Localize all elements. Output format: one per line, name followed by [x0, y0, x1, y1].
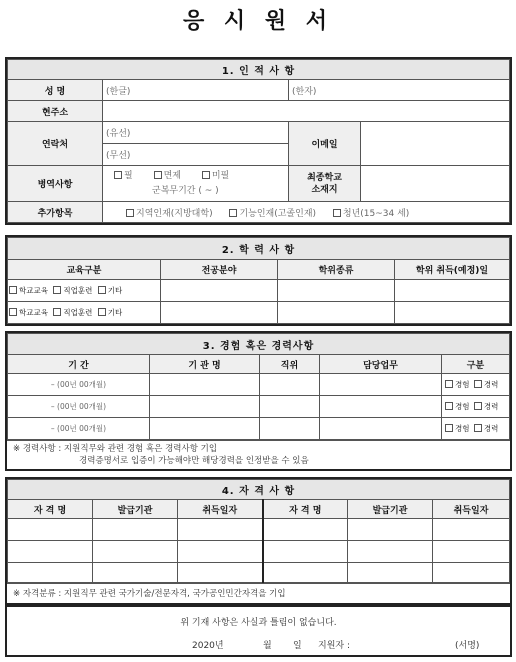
cert-cell[interactable] [348, 541, 433, 563]
military-option-served[interactable]: 필 [114, 171, 133, 181]
experience-kind-options [442, 396, 510, 418]
cert-cell[interactable] [93, 563, 178, 583]
experience-kind-options [442, 374, 510, 396]
name-hanja-field[interactable]: (한자) [289, 80, 510, 101]
experience-kind-options [442, 418, 510, 440]
page-title: 응 시 원 서 [183, 9, 333, 34]
cert-cell[interactable] [178, 563, 263, 583]
experience-org-field[interactable] [150, 374, 260, 396]
experience-period-field[interactable]: – (00년 00개월) [8, 396, 150, 418]
experience-duty-field[interactable] [320, 374, 442, 396]
cert-col-name: 자 격 명 [8, 500, 93, 519]
checkbox-icon [445, 380, 453, 388]
email-label: 이메일 [289, 122, 361, 166]
cert-cell[interactable] [348, 519, 433, 541]
cert-cell[interactable] [93, 541, 178, 563]
sign-day: 일 [293, 641, 302, 651]
checkbox-icon [474, 424, 482, 432]
cert-cell[interactable] [263, 519, 348, 541]
experience-col-position: 직위 [260, 355, 320, 374]
signature-field[interactable]: (서명) [455, 641, 480, 651]
cert-cell[interactable] [433, 519, 510, 541]
kind-option-career[interactable]: 경력 [474, 402, 499, 411]
cert-cell[interactable] [8, 519, 93, 541]
experience-duty-field[interactable] [320, 418, 442, 440]
checkbox-icon [9, 286, 17, 294]
cert-cell[interactable] [348, 563, 433, 583]
checkbox-icon [53, 308, 61, 316]
military-option-exempt[interactable]: 면제 [154, 171, 181, 181]
education-row [8, 280, 510, 302]
checkbox-icon [98, 286, 106, 294]
address-label: 현주소 [8, 101, 103, 122]
phone-mobile-field[interactable]: (무선) [103, 144, 289, 166]
school-location-label: 최종학교 소재지 [289, 166, 361, 202]
signature-section [5, 605, 512, 657]
experience-section [5, 331, 512, 471]
education-section [5, 235, 512, 326]
table-row [8, 563, 510, 583]
kind-option-experience[interactable]: 경험 [445, 424, 470, 433]
certification-section [5, 477, 512, 605]
name-korean-field[interactable]: (한글) [103, 80, 289, 101]
experience-note: ※ 경력사항 : 지원직무와 관련 경험 혹은 경력사항 기입 경력증명서로 입증이 가능해야만 해당경력을 인정받을 수 있음 [7, 440, 510, 469]
education-date-field[interactable] [395, 280, 510, 302]
extra-option-skilled[interactable]: 기능인재(고졸인재) [229, 209, 316, 219]
table-row [8, 541, 510, 563]
education-type-options [8, 280, 161, 302]
education-type-options [8, 302, 161, 324]
experience-col-duty: 담당업무 [320, 355, 442, 374]
cert-col-name-2: 자 격 명 [263, 500, 348, 519]
table-row [8, 519, 510, 541]
cert-cell[interactable] [433, 541, 510, 563]
edu-option-school[interactable]: 학교교육 [9, 286, 48, 295]
extra-option-regional[interactable]: 지역인재(지방대학) [126, 209, 213, 219]
education-header: 2. 학 력 사 항 [8, 238, 510, 260]
military-option-not-served[interactable]: 미필 [202, 171, 229, 181]
kind-option-career[interactable]: 경력 [474, 424, 499, 433]
cert-cell[interactable] [8, 541, 93, 563]
education-col-major: 전공분야 [161, 260, 278, 280]
experience-org-field[interactable] [150, 396, 260, 418]
edu-option-other[interactable]: 기타 [98, 286, 123, 295]
edu-option-school[interactable]: 학교교육 [9, 308, 48, 317]
checkbox-icon [154, 171, 162, 179]
experience-col-kind: 구분 [442, 355, 510, 374]
military-options [103, 166, 289, 202]
experience-row [8, 374, 510, 396]
cert-cell[interactable] [433, 563, 510, 583]
education-major-field[interactable] [161, 280, 278, 302]
address-field[interactable] [103, 101, 510, 122]
personal-info-section [5, 57, 512, 225]
checkbox-icon [202, 171, 210, 179]
experience-header: 3. 경험 혹은 경력사항 [8, 334, 510, 355]
email-field[interactable] [361, 122, 510, 166]
cert-cell[interactable] [263, 541, 348, 563]
kind-option-career[interactable]: 경력 [474, 380, 499, 389]
checkbox-icon [229, 209, 237, 217]
certification-note: ※ 자격분류 : 지원직무 관련 국가기술/전문자격, 국가공인민간자격을 기입 [7, 583, 510, 603]
sign-year: 2020년 [192, 641, 224, 651]
checkbox-icon [114, 171, 122, 179]
education-row [8, 302, 510, 324]
certification-header: 4. 자 격 사 항 [8, 480, 510, 500]
military-period: 군복무기간 ( ~ ) [152, 185, 219, 196]
cert-col-issuer-2: 발급기관 [348, 500, 433, 519]
checkbox-icon [333, 209, 341, 217]
checkbox-icon [53, 286, 61, 294]
experience-duty-field[interactable] [320, 396, 442, 418]
cert-col-date: 취득일자 [178, 500, 263, 519]
experience-row [8, 396, 510, 418]
cert-col-date-2: 취득일자 [433, 500, 510, 519]
cert-cell[interactable] [178, 519, 263, 541]
experience-position-field[interactable] [260, 418, 320, 440]
experience-position-field[interactable] [260, 374, 320, 396]
checkbox-icon [474, 380, 482, 388]
personal-info-header: 1. 인 적 사 항 [8, 60, 510, 80]
cert-cell[interactable] [93, 519, 178, 541]
cert-cell[interactable] [263, 563, 348, 583]
kind-option-experience[interactable]: 경험 [445, 402, 470, 411]
experience-row [8, 418, 510, 440]
education-col-type: 교육구분 [8, 260, 161, 280]
phone-wire-field[interactable]: (유선) [103, 122, 289, 144]
education-degree-field[interactable] [278, 280, 395, 302]
extra-options [103, 202, 510, 223]
name-label: 성 명 [8, 80, 103, 101]
cert-col-issuer: 발급기관 [93, 500, 178, 519]
experience-position-field[interactable] [260, 396, 320, 418]
checkbox-icon [474, 402, 482, 410]
statement-text: 위 기재 사항은 사실과 틀림이 없습니다. [180, 618, 337, 628]
experience-period-field[interactable]: – (00년 00개월) [8, 418, 150, 440]
contact-label: 연락처 [8, 122, 103, 166]
checkbox-icon [98, 308, 106, 316]
school-location-field[interactable] [361, 166, 510, 202]
experience-col-org: 기 관 명 [150, 355, 260, 374]
education-degree-field[interactable] [278, 302, 395, 324]
military-label: 병역사항 [8, 166, 103, 202]
checkbox-icon [445, 402, 453, 410]
extra-option-youth[interactable]: 청년(15~34 세) [333, 209, 409, 219]
education-major-field[interactable] [161, 302, 278, 324]
cert-cell[interactable] [178, 541, 263, 563]
applicant-label: 지원자 : [318, 641, 350, 651]
edu-option-vocational[interactable]: 직업훈련 [53, 308, 92, 317]
edu-option-other[interactable]: 기타 [98, 308, 123, 317]
education-date-field[interactable] [395, 302, 510, 324]
education-col-date: 학위 취득(예정)일 [395, 260, 510, 280]
kind-option-experience[interactable]: 경험 [445, 380, 470, 389]
extra-label: 추가항목 [8, 202, 103, 223]
experience-period-field[interactable]: – (00년 00개월) [8, 374, 150, 396]
checkbox-icon [9, 308, 17, 316]
sign-month: 월 [263, 641, 272, 651]
edu-option-vocational[interactable]: 직업훈련 [53, 286, 92, 295]
education-col-degree: 학위종류 [278, 260, 395, 280]
experience-org-field[interactable] [150, 418, 260, 440]
checkbox-icon [445, 424, 453, 432]
experience-col-period: 기 간 [8, 355, 150, 374]
checkbox-icon [126, 209, 134, 217]
cert-cell[interactable] [8, 563, 93, 583]
